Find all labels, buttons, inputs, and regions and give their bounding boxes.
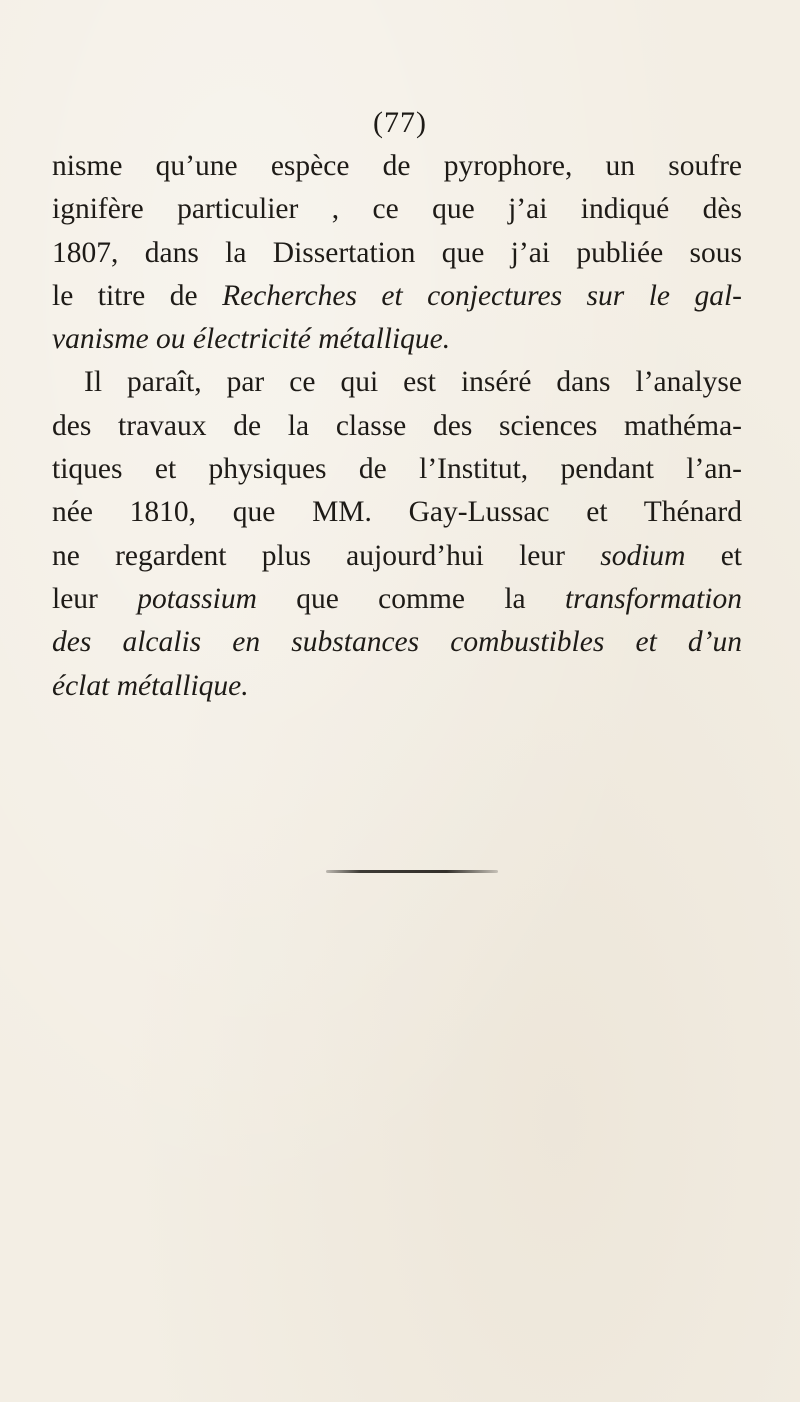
italic-text: vanisme ou électricité métallique. — [52, 323, 451, 356]
text-line — [52, 188, 742, 231]
text-line — [52, 361, 742, 404]
text-line — [52, 405, 742, 448]
italic-text: potassium — [137, 582, 257, 615]
text-line — [52, 318, 742, 361]
italic-text: sodium — [600, 539, 686, 572]
paragraph — [52, 145, 742, 361]
text-line — [52, 665, 742, 708]
text-line — [52, 491, 742, 534]
text-segment: le titre de — [52, 279, 223, 312]
text-line — [52, 578, 742, 621]
italic-text: éclat métallique. — [52, 669, 249, 702]
body-text — [52, 145, 742, 708]
text-line — [52, 621, 742, 664]
text-line — [52, 535, 742, 578]
text-segment: tiques et physiques de l’Institut, pendant l’an- — [52, 453, 742, 486]
italic-text: Recherches et conjectures sur le gal- — [222, 279, 743, 312]
text-segment: que comme la — [256, 582, 565, 615]
text-segment: des travaux de la classe des sciences mathéma- — [52, 409, 742, 442]
text-line — [52, 145, 742, 188]
text-segment: Il paraît, par ce qui est inséré dans l’analyse — [84, 366, 742, 399]
text-segment: née 1810, que MM. Gay-Lussac et Thénard — [52, 496, 742, 529]
italic-text: transformation — [564, 582, 742, 615]
text-segment: ignifère particulier , ce que j’ai indiqué dès — [52, 193, 742, 226]
text-segment: 1807, dans la Dissertation que j’ai publiée sous — [52, 236, 742, 269]
text-segment: leur — [52, 582, 138, 615]
text-line — [52, 448, 742, 491]
section-divider-rule — [326, 870, 498, 873]
italic-text: des alcalis en substances combustibles et d’un — [52, 626, 742, 659]
text-segment: ne regardent plus aujourd’hui leur — [52, 539, 601, 572]
paragraph — [52, 361, 742, 707]
text-segment: nisme qu’une espèce de pyrophore, un soufre — [52, 150, 742, 182]
text-line — [52, 275, 742, 318]
text-segment: et — [685, 539, 743, 572]
page-number: (77) — [373, 106, 427, 139]
text-line — [52, 232, 742, 275]
